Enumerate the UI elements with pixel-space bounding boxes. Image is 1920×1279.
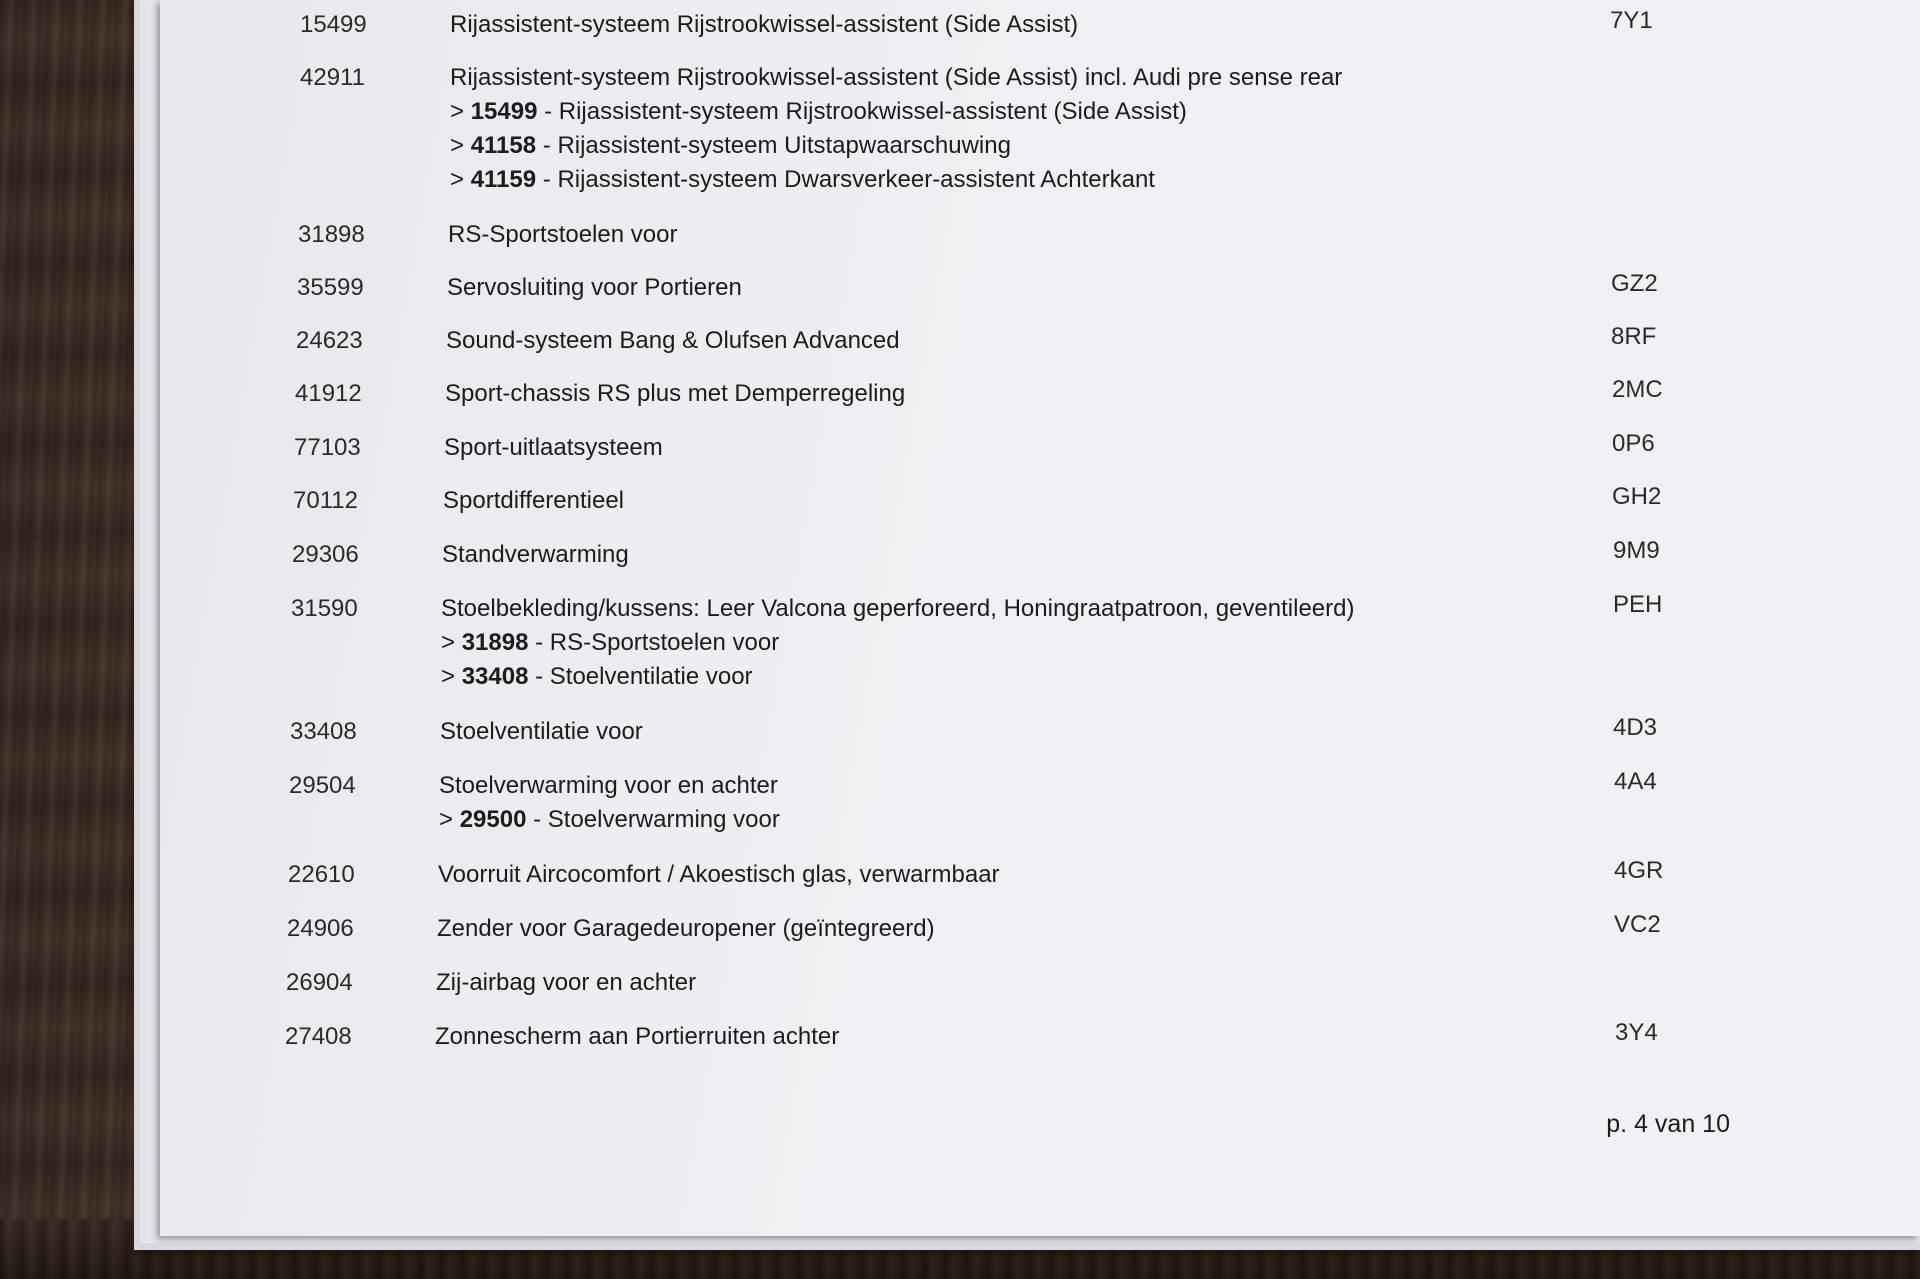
option-title: Sportdifferentieel [443, 487, 625, 514]
pr-number: 4GR [1614, 857, 1664, 884]
option-description [445, 377, 1445, 411]
option-code: 31590 [291, 595, 358, 622]
option-title: Stoelbekleding/kussens: Leer Valcona geperforeerd, Honingraatpatroon, geventileerd) [441, 595, 1355, 622]
option-code: 42911 [300, 64, 365, 91]
included-option-text: Rijassistent-systeem Rijstrookwissel-assistent (Side Assist) [558, 98, 1187, 125]
option-title: Zonnescherm aan Portierruiten achter [435, 1023, 840, 1050]
option-description [448, 218, 1448, 252]
option-description [444, 431, 1444, 465]
pr-number: 9M9 [1613, 537, 1660, 564]
option-description [442, 538, 1442, 572]
option-description [435, 1020, 1435, 1054]
option-code: 24906 [287, 915, 354, 942]
included-option-code: 15499 [470, 98, 538, 125]
included-option: > 31898 - RS-Sportstoelen voor [441, 629, 780, 656]
option-code: 35599 [297, 274, 364, 301]
option-title: Sound-systeem Bang & Olufsen Advanced [446, 327, 900, 354]
option-title: Servosluiting voor Portieren [447, 274, 742, 301]
included-option: > 41159 - Rijassistent-systeem Dwarsverkeer-assistent Achterkant [450, 166, 1155, 193]
included-option-text: Rijassistent-systeem Uitstapwaarschuwing [557, 132, 1011, 159]
option-code: 29504 [289, 772, 356, 799]
option-description [443, 484, 1443, 518]
option-title: Rijassistent-systeem Rijstrookwissel-assistent (Side Assist) incl. Audi pre sense rear [450, 64, 1343, 91]
document-page [160, 0, 1920, 1236]
option-code: 15499 [300, 11, 367, 38]
option-description [441, 592, 1441, 694]
option-description [438, 858, 1438, 892]
option-description [437, 912, 1437, 946]
included-option-code: 41158 [470, 132, 537, 159]
option-code: 26904 [286, 969, 353, 996]
option-code: 41912 [295, 380, 362, 407]
pr-number: 4D3 [1613, 714, 1658, 741]
included-option: > 41158 - Rijassistent-systeem Uitstapwaarschuwing [450, 132, 1011, 159]
option-title: Zij-airbag voor en achter [436, 969, 697, 996]
option-description [439, 769, 1439, 837]
included-option-code: 31898 [461, 629, 529, 656]
included-option-text: Rijassistent-systeem Dwarsverkeer-assistent Achterkant [557, 166, 1155, 193]
pr-number: 2MC [1612, 376, 1663, 403]
included-option-code: 33408 [461, 663, 529, 690]
pr-number: GH2 [1612, 483, 1662, 510]
pr-number: PEH [1613, 591, 1663, 618]
option-code: 31898 [298, 221, 365, 248]
pr-number: 3Y4 [1615, 1019, 1658, 1046]
page-number: p. 4 van 10 [1606, 1110, 1730, 1138]
option-description [440, 715, 1440, 749]
pr-number: 4A4 [1614, 768, 1657, 795]
option-title: Stoelventilatie voor [440, 718, 643, 745]
option-title: Sport-chassis RS plus met Demperregeling [445, 380, 906, 407]
included-option-text: Stoelventilatie voor [549, 663, 753, 690]
option-title: Sport-uitlaatsysteem [444, 434, 663, 461]
option-title: Rijassistent-systeem Rijstrookwissel-assistent (Side Assist) [450, 11, 1079, 38]
option-description [450, 61, 1450, 197]
option-description [447, 271, 1447, 305]
pr-number: GZ2 [1611, 270, 1658, 297]
included-option-code: 29500 [459, 806, 527, 833]
option-title: Standverwarming [442, 541, 629, 568]
option-title: Voorruit Aircocomfort / Akoestisch glas, verwarmbaar [438, 861, 1000, 888]
option-code: 27408 [285, 1023, 352, 1050]
option-code: 24623 [296, 327, 363, 354]
included-option-text: Stoelverwarming voor [547, 806, 780, 833]
included-option-code: 41159 [470, 166, 537, 193]
included-option-text: RS-Sportstoelen voor [549, 629, 780, 656]
option-description [446, 324, 1446, 358]
included-option: > 15499 - Rijassistent-systeem Rijstrookwissel-assistent (Side Assist) [450, 98, 1187, 125]
option-code: 29306 [292, 541, 359, 568]
pr-number: 8RF [1611, 323, 1657, 350]
included-option: > 33408 - Stoelventilatie voor [441, 663, 753, 690]
option-code: 33408 [290, 718, 357, 745]
option-title: Stoelverwarming voor en achter [439, 772, 778, 799]
option-code: 22610 [288, 861, 355, 888]
option-title: RS-Sportstoelen voor [448, 221, 678, 248]
option-code: 77103 [294, 434, 361, 461]
option-code: 70112 [293, 487, 358, 514]
option-description [436, 966, 1436, 1000]
pr-number: 0P6 [1612, 430, 1655, 457]
option-description [450, 8, 1450, 42]
included-option: > 29500 - Stoelverwarming voor [439, 806, 780, 833]
pr-number: 7Y1 [1610, 7, 1653, 34]
option-title: Zender voor Garagedeuropener (geïntegreerd) [437, 915, 935, 942]
pr-number: VC2 [1614, 911, 1661, 938]
